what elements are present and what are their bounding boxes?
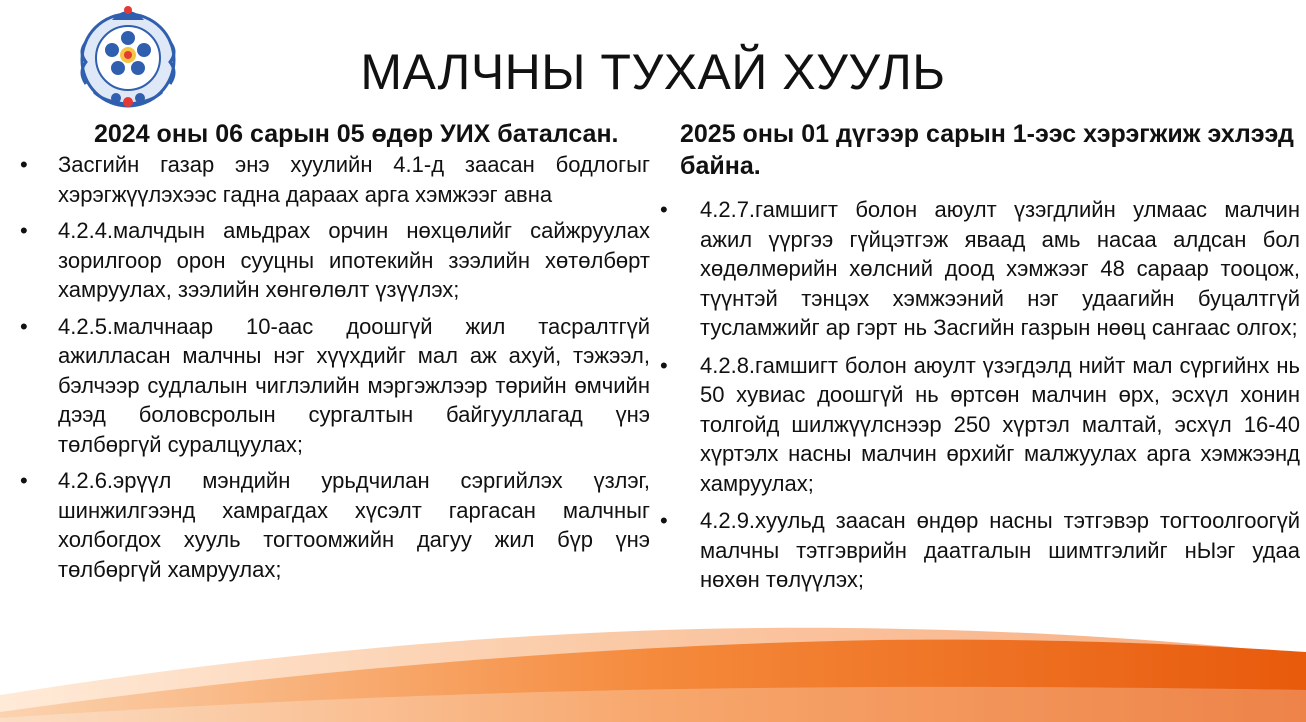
list-item <box>20 466 650 584</box>
list-item <box>20 216 650 305</box>
decorative-wave <box>0 600 1306 722</box>
right-list <box>660 195 1300 595</box>
bullet-icon: • <box>20 468 28 493</box>
left-column <box>20 118 650 584</box>
bullet-icon: • <box>660 352 668 378</box>
right-column <box>660 118 1300 595</box>
list-item-text: 4.2.7.гамшигт болон аюулт үзэгдлийн улмаас малчин ажил үүргээ гүйцэтгэж яваад амь насаа алдсан бол хөдөлмөрийн хөлсний доод хэмжээг 48 сараар тооцож, түүнтэй тэнцэх хэмжээний нэг удаагийн буцалтгүй тусламжийг ар гэрт нь Засгийн газрын нөөц сангаас олгох; <box>700 197 1300 340</box>
bullet-icon: • <box>20 313 28 339</box>
bullet-icon: • <box>660 197 668 222</box>
bullet-icon: • <box>20 152 28 177</box>
list-item-text: 4.2.9.хуульд заасан өндөр насны тэтгэвэр тогтоолгоогүй малчны тэтгэврийн даатгалын шимтгэлийг нЫэг удаа нөхөн төлүүлэх; <box>700 508 1300 592</box>
list-item <box>660 506 1300 595</box>
left-heading: 2024 оны 06 сарын 05 өдөр УИХ баталсан. <box>94 120 619 148</box>
list-item <box>20 312 650 460</box>
list-item-text: 4.2.8.гамшигт болон аюулт үзэгдэлд нийт мал сүргийнх нь 50 хувиас доошгүй нь өртсөн малчин өрх, эсхүл хонин толгойд шилжүүлснээр 250 хүртэл малтай, эсхүл 16-40 хүртэлх насны малчин өрхийг малжуулах арга хэмжээнд хамруулах; <box>700 352 1300 496</box>
list-item-text: 4.2.6.эрүүл мэндийн урьдчилан сэргийлэх үзлэг, шинжилгээнд хамрагдах хүсэлт гаргасан малчныг холбогдох хууль тогтоомжийн дагуу жил бүр үнэ төлбөргүй хамруулах; <box>58 468 650 582</box>
list-item-text: Засгийн газар энэ хуулийн 4.1-д заасан бодлогыг хэрэгжүүлэхээс гадна дараах арга хэмжээг авна <box>58 152 650 207</box>
list-item-text: 4.2.5.малчнаар 10-аас доошгүй жил тасралтгүй ажилласан малчны нэг хүүхдийг мал аж ахуй, тэжээл, бэлчээр судлалын чиглэлийн мэргэжлээр төрийн өмчийн дээд боловсролын сургалтын байгууллагад үнэ төлбөргүй суралцуулах; <box>58 313 650 457</box>
left-list <box>20 150 650 584</box>
list-item <box>660 351 1300 499</box>
bullet-icon: • <box>20 218 28 243</box>
bullet-icon: • <box>660 508 668 533</box>
page-title: МАЛЧНЫ ТУХАЙ ХУУЛЬ <box>360 44 946 100</box>
list-item-text: 4.2.4.малчдын амьдрах орчин нөхцөлийг сайжруулах зорилгоор орон сууцны ипотекийн зээлийн хөтөлбөрт хамруулах, зээлийн хөнгөлөлт үзүүлэх; <box>58 218 650 302</box>
list-item <box>660 195 1300 343</box>
list-item <box>20 150 650 209</box>
right-heading: 2025 оны 01 дүгээр сарын 1-ээс хэрэгжиж эхлээд байна. <box>680 120 1294 180</box>
